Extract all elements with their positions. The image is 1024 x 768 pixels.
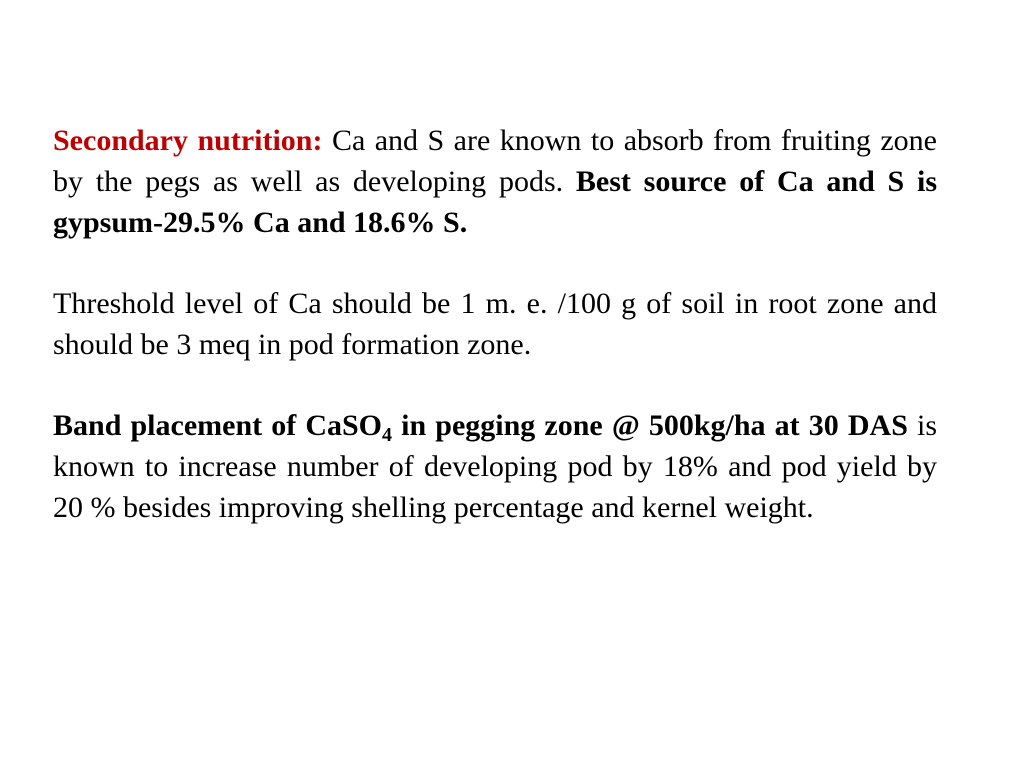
band-placement-bold-b: in pegging zone @ 500kg/ha at 30 DAS	[392, 409, 908, 442]
band-placement-paragraph	[53, 405, 937, 528]
secondary-nutrition-heading: Secondary nutrition:	[53, 124, 323, 157]
slide-body	[53, 120, 937, 568]
caso4-subscript: 4	[382, 424, 393, 446]
threshold-level-text: Threshold level of Ca should be 1 m. e. /100 g of soil in root zone and should be 3 meq in pod formation zone.	[53, 287, 937, 361]
secondary-nutrition-text: Ca and S are known to absorb from fruiting zone by the pegs as well as developing pods.	[53, 124, 938, 198]
band-placement-text: is known to increase number of developing pod by 18% and pod yield by 20 % besides improving shelling percentage and kernel weight.	[53, 409, 938, 524]
gypsum-source-text: Best source of Ca and S is gypsum-29.5% Ca and 18.6% S.	[53, 165, 937, 239]
band-placement-bold-a: Band placement of CaSO	[53, 409, 383, 442]
secondary-nutrition-paragraph	[53, 120, 937, 243]
threshold-level-paragraph	[53, 283, 937, 365]
